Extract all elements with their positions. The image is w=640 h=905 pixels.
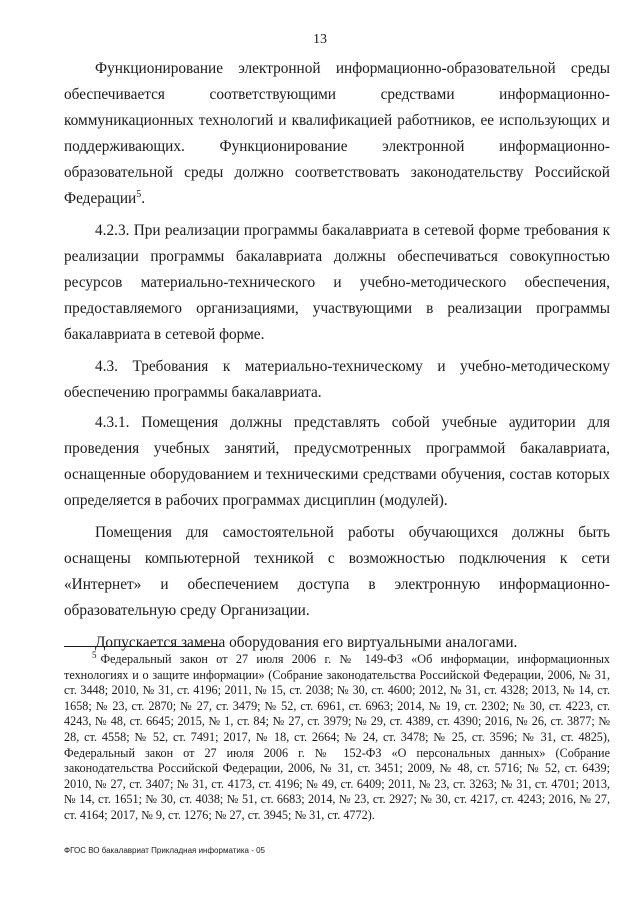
- page-footer: ФГОС ВО бакалавриат Прикладная информатика - 05: [64, 846, 265, 855]
- footnote-separator: [64, 646, 219, 647]
- footnote-text: Федеральный закон от 27 июля 2006 г. № 149-ФЗ «Об информации, информационных технологиях и о защите информации» (Собрание законодательства Российской Федерации, 2006, № 31, ст. 3448; 2010, № 31, ст. 4196; 2011, № 15, ст. 2038; № 30, ст. 4600; 2012, № 31, ст. 4328; 2013, № 14, ст. 1658; № 23, ст. 2870; № 27, ст. 3479; № 52, ст. 6961, ст. 6963; 2014, № 19, ст. 2302; № 30, ст. 4223, ст. 4243, № 48, ст. 6645; 2015, № 1, ст. 84; № 27, ст. 3979; № 29, ст. 4389, ст. 4390; 2016, № 26, ст. 3877; № 28, ст. 4558; № 52, ст. 7491; 2017, № 18, ст. 2664; № 24, ст. 3478; № 25, ст. 3596; № 31, ст. 4825), Федеральный закон от 27 июля 2006 г. № 152-ФЗ «О персональных данных» (Собрание законодательства Российской Федерации, 2006, № 31, ст. 3451; 2009, № 48, ст. 5716; № 52, ст. 6439; 2010, № 27, ст. 3407; № 31, ст. 4173, ст. 4196; № 49, ст. 6409; 2011, № 23, ст. 3263; № 31, ст. 4701; 2013, № 14, ст. 1651; № 30, ст. 4038; № 51, ст. 6683; 2014, № 23, ст. 2927; № 30, ст. 4217, ст. 4243; 2016, № 27, ст. 4164; 2017, № 9, ст. 1276; № 27, ст. 3945; № 31, ст. 4772).: [64, 652, 610, 822]
- paragraph-eios-functioning: [64, 56, 610, 212]
- paragraph-text: Функционирование электронной информационно-образовательной среды обеспечивается соответствующими средствами информационно-коммуникационных технологий и квалификацией работников, ее использующих и поддерживающих. Функционирование электронной информационно-образовательной среды должно соответствовать законодательству Российской Федерации: [64, 60, 610, 207]
- footnote-reference: 5: [136, 188, 142, 200]
- paragraph-4-2-3: 4.2.3. При реализации программы бакалавриата в сетевой форме требования к реализации программы бакалавриата должны обеспечиваться совокупностью ресурсов материально-технического и учебно-методического обеспечения, предоставляемого организациями, участвующими в реализации программы бакалавриата в сетевой форме.: [64, 222, 610, 343]
- paragraph-4-3-1: 4.3.1. Помещения должны представлять собой учебные аудитории для проведения учебных занятий, предусмотренных программой бакалавриата, оснащенные оборудованием и техническими средствами обучения, состав которых определяется в рабочих программах дисциплин (модулей).: [64, 414, 610, 509]
- paragraph-end-punctuation: .: [141, 190, 146, 207]
- page-number: 13: [313, 32, 327, 47]
- paragraph-4-3: 4.3. Требования к материально-техническому и учебно-методическому обеспечению программы бакалавриата.: [64, 358, 610, 401]
- footnote-marker: 5: [92, 649, 97, 660]
- paragraph-virtual-analogs: Допускается замена оборудования его виртуальными аналогами.: [95, 634, 518, 651]
- document-body: [64, 56, 610, 662]
- paragraph-self-study-rooms: Помещения для самостоятельной работы обучающихся должны быть оснащены компьютерной техникой с возможностью подключения к сети «Интернет» и обеспечением доступа в электронную информационно-образовательную среду Организации.: [64, 524, 610, 619]
- footnote-5: [64, 649, 610, 824]
